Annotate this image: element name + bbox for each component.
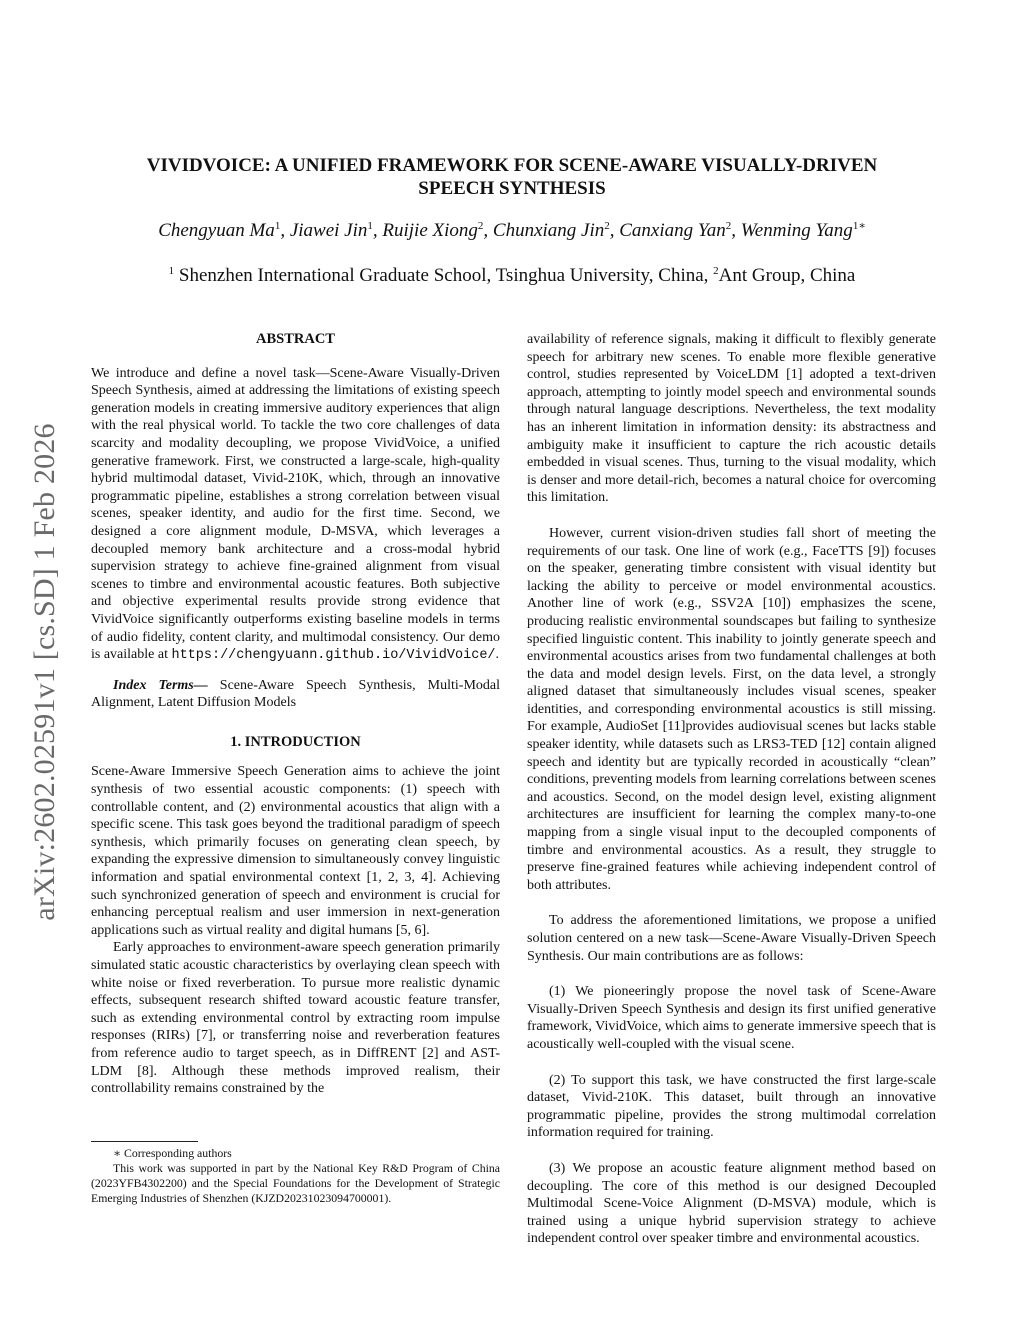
author: Jiawei Jin <box>289 220 368 241</box>
author: Wenming Yang <box>740 220 853 241</box>
author-mark: 2 <box>604 220 610 232</box>
contribution-1: (1) We pioneeringly propose the novel task of Scene-Aware Visually-Driven Speech Synthesis and design its first unified generative framework, VividVoice, which aims to generate immersive speech that is acoustically well-coupled with the visual scene. <box>527 984 936 1052</box>
footnote-funding: This work was supported in part by the National Key R&D Program of China (2023YFB4302200) and the Special Foundations for the Development of Strategic Emerging Industries of Shenzhen (KJZD20231023094700001). <box>91 1161 500 1205</box>
paper-title: VIVIDVOICE: A UNIFIED FRAMEWORK FOR SCENE-AWARE VISUALLY-DRIVEN SPEECH SYNTHESIS <box>146 155 878 199</box>
footnote-rule <box>91 1141 198 1142</box>
author-mark: 1 <box>274 220 281 232</box>
author: Canxiang Yan <box>619 220 726 241</box>
intro-paragraph-3: availability of reference signals, making it difficult to flexibly generate speech for arbitrary new scenes. To enable more flexible generative control, studies represented by VoiceLDM [1] adopted a text-driven approach, attempting to jointly model speech and environmental sounds through natural language descriptions. Nevertheless, the text modality has an inherent limitation in information density: its abstractness and ambiguity make it insufficient to capture the rich acoustic details embedded in visual scenes. Thus, turning to the visual modality, which is denser and more detail-rich, becomes a natural choice for overcoming this limitation. <box>527 332 936 506</box>
demo-link[interactable]: https://chengyuann.github.io/VividVoice/ <box>171 648 496 664</box>
index-terms: Index Terms— Scene-Aware Speech Synthesis, Multi-Modal Alignment, Latent Diffusion Models <box>91 677 500 711</box>
intro-paragraph-4: However, current vision-driven studies fall short of meeting the requirements of our task. One line of work (e.g., FaceTTS [9]) focuses on the speaker, generating timbre consistent with visual identity but lacking the ability to perceive or model environmental acoustics. Another line of work (e.g., SSV2A [10]) emphasizes the scene, producing realistic environmental soundscapes but failing to synthesize specified linguistic content. This inability to jointly generate speech and environmental acoustics arises from two fundamental challenges at both the data and model design levels. First, on the data level, a strongly aligned dataset that simultaneously includes visual scenes, speaker identities, and corresponding environmental acoustics is still missing. For example, AudioSet [11]provides audiovisual scenes but lacks stable speaker identity, while datasets such as LRS3-TED [12] contain aligned speech and identity but are typically recorded in acoustically “clean” conditions, preventing models from learning correlations between scenes and acoustics. Second, on the model design level, existing alignment architectures are insufficient for learning the complex many-to-one mapping from a single visual input to the decoupled components of timbre and environmental acoustics. As a result, they struggle to preserve fine-grained features while achieving independent control of both attributes. <box>527 525 936 893</box>
abstract-body: We introduce and define a novel task—Scene-Aware Visually-Driven Speech Synthesis, aimed at addressing the limitations of existing speech generation models in creating immersive auditory experiences that align with the real physical world. To tackle the two core challenges of data scarcity and modality decoupling, we propose VividVoice, a unified generative framework. First, we constructed a large-scale, high-quality hybrid multimodal dataset, Vivid-210K, which, through an innovative programmatic pipeline, establishes a strong correlation between visual scenes, speaker identity, and audio for the first time. Second, we designed a core alignment module, D-MSVA, which leverages a decoupled memory bank architecture and a cross-modal hybrid supervision strategy to achieve fine-grained alignment from visual scenes to timbre and environmental acoustic features. Both subjective and objective experimental results provide strong evidence that VividVoice significantly outperforms existing baseline models in terms of audio fidelity, content clarity, and multimodal consistency. Our demo is available at https://chengyuann.github.io/VividVoice/. <box>91 365 500 664</box>
abstract-heading: ABSTRACT <box>256 331 335 347</box>
author-list: Chengyuan Ma$^1$, Jiawei Jin$^1$, Ruijie Xiong$^2$, Chunxiang Jin$^2$, Canxiang Yan$^2$, Wenming Yang$^{1∗}$ <box>158 220 866 241</box>
footnote-corresponding: ∗ Corresponding authors <box>113 1146 232 1160</box>
author-mark: 2 <box>725 220 732 232</box>
intro-paragraph-5: To address the aforementioned limitations, we propose a unified solution centered on a new task—Scene-Aware Visually-Driven Speech Synthesis. Our main contributions are as follows: <box>527 913 936 964</box>
section-heading-introduction: 1. INTRODUCTION <box>230 733 361 750</box>
contribution-2: (2) To support this task, we have constructed the first large-scale dataset, Vivid-210K. This dataset, built through an innovative programmatic pipeline, provides the strong multimodal correlation information required for training. <box>527 1072 936 1141</box>
author-mark: 2 <box>477 220 484 232</box>
affiliation-2: Ant Group, China <box>718 265 856 286</box>
author: Chunxiang Jin <box>492 220 605 241</box>
author-mark: 1 <box>367 220 373 232</box>
affiliation-mark: 2 <box>713 265 719 277</box>
affiliation-mark: 1 <box>168 265 175 277</box>
contribution-3: (3) We propose an acoustic feature alignment method based on decoupling. The core of this method is our designed Decoupled Multimodal Scene-Voice Alignment (D-MSVA) module, which is trained using a unique hybrid supervision strategy to achieve independent control over speaker timbre and environmental acoustics. <box>527 1160 936 1247</box>
arxiv-stamp-text: arXiv:2602.02591v1 [cs.SD] 1 Feb 2026 <box>28 423 61 921</box>
author-mark: 1∗ <box>852 220 866 232</box>
intro-paragraph-1: Scene-Aware Immersive Speech Generation aims to achieve the joint synthesis of two essential acoustic components: (1) speech with controllable content, and (2) environmental acoustics that align with a specific scene. This task goes beyond the traditional paradigm of speech synthesis, which primarily focuses on generating clean speech, by expanding the expressive dimension to simultaneously convey linguistic information and spatial environmental context [1, 2, 3, 4]. Achieving such synchronized generation of speech and environment is crucial for enhancing perceptual realism and user immersion in next-generation applications such as virtual reality and digital humans [5, 6]. <box>91 764 500 938</box>
affiliations <box>90 265 934 287</box>
right-column <box>527 331 936 1248</box>
affiliation-1: Shenzhen International Graduate School, Tsinghua University, China, <box>174 265 714 286</box>
arxiv-stamp <box>30 377 60 967</box>
index-terms-label: Index Terms— <box>113 677 208 693</box>
footnotes <box>91 1141 500 1206</box>
intro-paragraph-2: Early approaches to environment-aware speech generation primarily simulated static acoustic characteristics by overlaying clean speech with white noise or fixed reverberation. To pursue more realistic dynamic effects, subsequent research shifted toward acoustic feature transfer, such as extending environmental control by extracting room impulse responses (RIRs) [7], or transferring noise and reverberation features from reference audio to target speech, as in DiffRENT [2] and AST-LDM [8]. Although these methods improved realism, their controllability remains constrained by the <box>91 940 500 1097</box>
author: Ruijie Xiong <box>382 220 478 241</box>
author: Chengyuan Ma <box>158 220 275 241</box>
left-column <box>91 331 500 1098</box>
